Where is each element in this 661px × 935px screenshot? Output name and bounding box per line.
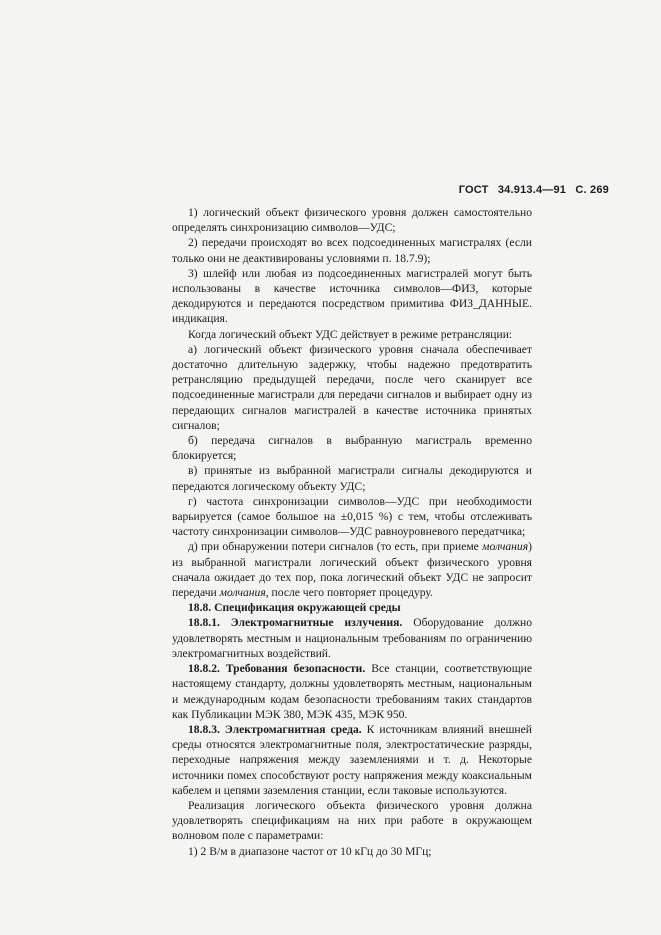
para-d-italic-2: молчания, (219, 586, 269, 600)
paragraph-last: 1) 2 В/м в диапазоне частот от 10 кГц до 30 МГц; (188, 844, 432, 858)
s1881-text: Оборудование должно удовлетворять местным и национальным требованиям по ограничению электромагнитных воздействий. (172, 616, 533, 660)
paragraph: а) логический объект физического уровня сначала обеспечивает достаточно длительную задержку, чтобы надежно предотвратить ретрансляцию предыдущей передачи, после чего сканирует все подсоединенные магистрали для передачи сигналов и выбирает одну из передающих сигналов магистралей в качестве источника принятых сигналов; (172, 342, 532, 432)
paragraph: 2) передачи происходят во всех подсоединенных магистралях (если только они не деактивированы условиями п. 18.7.9); (172, 236, 532, 265)
section-heading-18-8: 18.8. Спецификация окружающей среды (188, 601, 401, 615)
paragraph: г) частота синхронизации символов—УДС при необходимости варьируется (самое большое на ±0,015 %) с тем, чтобы отслеживать частоту синхронизации символов—УДС равноуровневого передатчика; (172, 494, 532, 539)
header-standard-number: 34.913.4—91 (497, 184, 567, 196)
paragraph: Когда логический объект УДС действует в режиме ретрансляции: (188, 327, 513, 341)
section-18-8-2 (172, 661, 532, 722)
page-header (453, 184, 609, 196)
paragraph-d (172, 539, 532, 600)
paragraph: 3) шлейф или любая из подсоединенных магистралей могут быть использованы в качестве источника символов—ФИЗ, которые декодируются и передаются посредством примитива ФИЗ_ДАННЫЕ. индикация. (172, 266, 532, 326)
section-18-8-3 (172, 722, 532, 798)
s1883-text: К источникам влияний внешней среды относятся электромагнитные поля, электростатические разряды, переходные напряжения между заземлениями и т. д. Некоторые источники помех способствуют росту напряжения между коаксиальным кабелем и цепями заземления станции, если таковые используются. (172, 722, 532, 797)
section-18-8-1 (172, 615, 532, 661)
paragraph-implementation: Реализация логического объекта физического уровня должна удовлетворять спецификациям на них при работе в окружающем волновом поле с параметрами: (172, 798, 532, 843)
s1881-heading: 18.8.1. Электромагнитные излучения. (188, 616, 403, 630)
paragraph: в) принятые из выбранной магистрали сигналы декодируются и передаются логическому объекту УДС; (172, 464, 532, 493)
para-d-after: после чего повторяет процедуру. (268, 586, 433, 600)
header-page-number: С. 269 (575, 184, 609, 196)
para-d-italic-1: молчания (482, 540, 529, 554)
para-d-before: д) при обнаружении потери сигналов (то есть, при приеме (188, 540, 483, 554)
document-body (172, 205, 532, 859)
paragraph: 1) логический объект физического уровня должен самостоятельно определять синхронизацию символов—УДС; (172, 206, 532, 235)
s1883-heading: 18.8.3. Электромагнитная среда. (188, 722, 362, 736)
header-gost: ГОСТ (458, 184, 489, 196)
s1882-text: Все станции, соответствующие настоящему стандарту, должны удовлетворять местным, национальным и международным кодам безопасности требованиям таких стандартов как Публикации МЭК 380, МЭК 435, МЭК 950. (172, 662, 532, 721)
para-d-middle: ) из выбранной магистрали логический объект физического уровня сначала ожидает до тех пор, пока логический объект УДС не запросит передачи (172, 540, 532, 600)
paragraph: б) передача сигналов в выбранную магистраль временно блокируется; (172, 434, 532, 463)
s1882-heading: 18.8.2. Требования безопасности. (188, 662, 366, 676)
